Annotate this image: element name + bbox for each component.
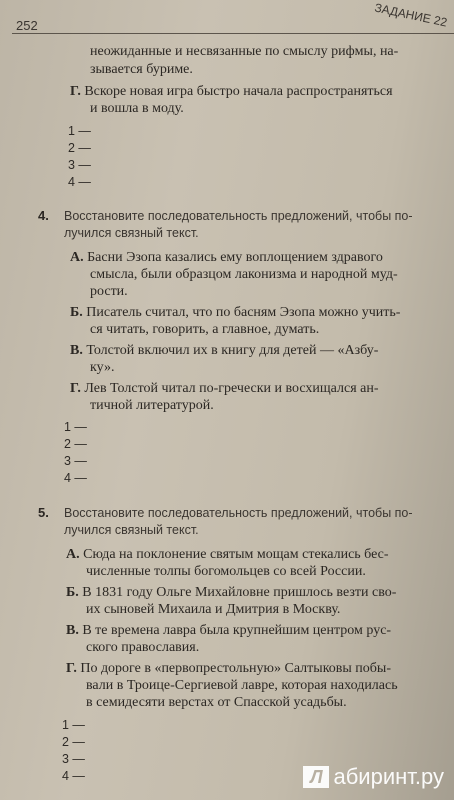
answer-line: 1 — [68,124,91,138]
item-text: Лев Толстой читал по-гречески и восхищался ан- [84,381,379,396]
item-a [66,547,389,563]
answer-line: 1 — [62,718,85,732]
answer-line: 2 — [64,437,87,451]
item-v [66,623,391,639]
answer-line: 4 — [64,471,87,485]
item-text: и вошла в моду. [90,101,184,116]
task-number: 4. [38,208,49,223]
item-text: ся читать, говорить, а главное, думать. [90,322,320,337]
task-instruction: Восстановите последовательность предложений, чтобы по- [64,209,413,223]
answer-line: 3 — [64,454,87,468]
page-header [0,0,454,34]
section-label: ЗАДАНИЕ 22 [373,0,449,30]
answer-line: 2 — [62,735,85,749]
item-text: Толстой включил их в книгу для детей — «Азбу- [86,343,379,358]
item-label: Г. [70,84,81,99]
watermark [303,764,444,790]
watermark-text: абиринт.ру [333,764,444,789]
item-text: численные толпы богомольцев со всей России. [86,564,366,579]
answer-line: 3 — [68,158,91,172]
item-text: По дороге в «первопрестольную» Салтыковы побы- [80,661,391,676]
item-text: Вскоре новая игра быстро начала распространяться [84,84,393,99]
item-text: Сюда на поклонение святым мощам стекались бес- [83,547,389,562]
watermark-logo-icon: Л [303,766,329,788]
continued-line: неожиданные и несвязанные по смыслу рифмы, на- [90,44,399,59]
item-b [70,305,400,321]
item-text: их сыновей Михаила и Дмитрия в Москву. [86,602,341,617]
continued-item-g [70,84,393,100]
item-b [66,585,396,601]
item-text: рости. [90,284,128,299]
task-instruction: Восстановите последовательность предложений, чтобы по- [64,506,413,520]
header-rule [12,33,454,34]
item-text: Писатель считал, что по басням Эзопа можно учить- [86,305,401,320]
item-text: в семидесяти верстах от Спасской усадьбы. [86,695,347,710]
continued-line: зывается буриме. [90,62,193,77]
item-label: Г. [70,381,81,396]
task-number: 5. [38,505,49,520]
item-label: Г. [66,661,77,676]
answer-line: 4 — [68,175,91,189]
answer-line: 2 — [68,141,91,155]
item-label: А. [70,250,84,265]
answer-line: 3 — [62,752,85,766]
item-text: тичной литературой. [90,398,214,413]
task-instruction: лучился связный текст. [64,226,199,240]
item-v [70,343,378,359]
item-text: ского православия. [86,640,200,655]
item-text: смысла, были образцом лаконизма и народной муд- [90,267,398,282]
item-text: В те времена лавра была крупнейшим центром рус- [82,623,392,638]
item-label: Б. [70,305,83,320]
item-text: ку». [90,360,115,375]
item-text: вали в Троице-Сергиевой лавре, которая находилась [86,678,398,693]
item-label: В. [66,623,79,638]
item-label: Б. [66,585,79,600]
item-a [70,250,383,266]
page-number: 252 [16,18,38,33]
item-label: В. [70,343,83,358]
item-g [70,381,379,397]
item-text: Басни Эзопа казались ему воплощением здравого [87,250,383,265]
item-text: В 1831 году Ольге Михайловне пришлось везти сво- [82,585,397,600]
answer-line: 4 — [62,769,85,783]
answer-line: 1 — [64,420,87,434]
task-instruction: лучился связный текст. [64,523,199,537]
item-g [66,661,391,677]
item-label: А. [66,547,80,562]
